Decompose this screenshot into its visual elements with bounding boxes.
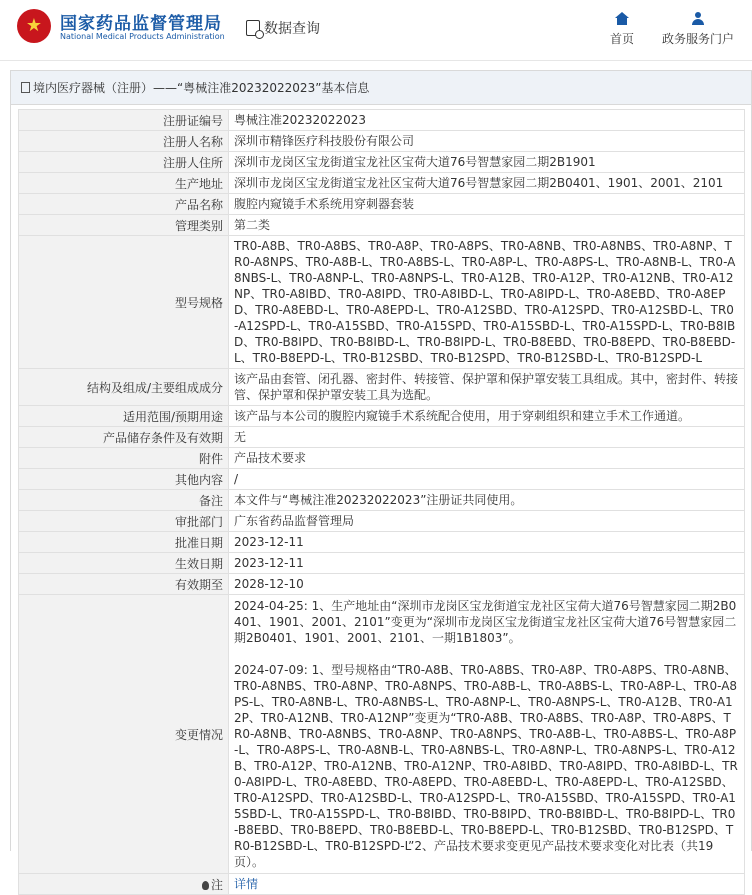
table-row — [19, 236, 745, 369]
info-table — [18, 109, 745, 895]
document-icon — [21, 82, 30, 93]
row-value: TR0-A8B、TR0-A8BS、TR0-A8P、TR0-A8PS、TR0-A8NB、TR0-A8NBS、TR0-A8NP、TR0-A8NPS、TR0-A8B-L、TR0-A8BS-L、TR0-A8P-L、TR0-A8PS-L、TR0-A8NB-L、TR0-A8NBS-L、TR0-A8NP-L、TR0-A8NPS-L、TR0-A12B、TR0-A12P、TR0-A12NB、TR0-A12NP、TR0-A8IBD、TR0-A8IPD、TR0-A8IBD-L、TR0-A8IPD-L、TR0-A8EBD、TR0-A8EPD、TR0-A8EBD-L、TR0-A8EPD-L、TR0-A12SBD、TR0-A12SPD、TR0-A12SBD-L、TR0-A12SPD-L、TR0-A15SBD、TR0-A15SPD、TR0-A15SBD-L、TR0-A15SPD-L、TR0-B8IBD、TR0-B8IPD、TR0-B8IBD-L、TR0-B8IPD-L、TR0-B8EBD、TR0-B8EPD、TR0-B8EBD-L、TR0-B8EPD-L、TR0-B12SBD、TR0-B12SPD、TR0-B12SBD-L、TR0-B12SPD-L — [229, 236, 745, 369]
table-row — [19, 215, 745, 236]
user-icon — [691, 12, 705, 26]
row-value: 第二类 — [229, 215, 745, 236]
row-label: 注册人住所 — [19, 152, 229, 173]
row-label-note — [19, 874, 229, 895]
row-value: 2023-12-11 — [229, 532, 745, 553]
row-value: 深圳市精锋医疗科技股份有限公司 — [229, 131, 745, 152]
table-row — [19, 427, 745, 448]
table-row — [19, 369, 745, 406]
info-panel — [10, 70, 752, 892]
note-label: 注 — [210, 877, 223, 892]
nav-service-portal-label: 政务服务门户 — [662, 32, 735, 46]
table-row — [19, 595, 745, 874]
row-value: 本文件与“粤械注准20232022023”注册证共同使用。 — [229, 490, 745, 511]
row-label: 批准日期 — [19, 532, 229, 553]
row-value: 深圳市龙岗区宝龙街道宝龙社区宝荷大道76号智慧家园二期2B1901 — [229, 152, 745, 173]
table-row — [19, 131, 745, 152]
change-entry: 2024-07-09: 1、型号规格由“TR0-A8B、TR0-A8BS、TR0-A8P、TR0-A8PS、TR0-A8NB、TR0-A8NBS、TR0-A8NP、TR0-A8NPS、TR0-A8B-L、TR0-A8BS-L、TR0-A8P-L、TR0-A8PS-L、TR0-A8NB-L、TR0-A8NBS-L、TR0-A8NP-L、TR0-A8NPS-L、TR0-A12B、TR0-A12P、TR0-A12NB、TR0-A12NP”变更为“TR0-A8B、TR0-A8BS、TR0-A8P、TR0-A8PS、TR0-A8NB、TR0-A8NBS、TR0-A8NP、TR0-A8NPS、TR0-A8B-L、TR0-A8BS-L、TR0-A8P-L、TR0-A8PS-L、TR0-A8NB-L、TR0-A8NBS-L、TR0-A8NP-L、TR0-A8NPS-L、TR0-A12B、TR0-A12P、TR0-A12NB、TR0-A12NP、TR0-A8IBD、TR0-A8IPD、TR0-A8IBD-L、TR0-A8IPD-L、TR0-A8EBD、TR0-A8EPD、TR0-A8EBD-L、TR0-A8EPD-L、TR0-A12SBD、TR0-A12SPD、TR0-A12SBD-L、TR0-A12SPD-L、TR0-A15SBD、TR0-A15SPD、TR0-A15SBD-L、TR0-A15SPD-L、TR0-B8IBD、TR0-B8IPD、TR0-B8IBD-L、TR0-B8IPD-L、TR0-B8EBD、TR0-B8EPD、TR0-B8EBD-L、TR0-B8EPD-L、TR0-B12SBD、TR0-B12SPD、TR0-B12SBD-L、TR0-B12SPD-L”2、产品技术要求变更见产品技术要求变化对比表（共19页）。 — [234, 663, 738, 869]
row-value: 该产品由套管、闭孔器、密封件、转接管、保护罩和保护罩安装工具组成。其中，密封件、转接管、保护罩和保护罩安装工具为选配。 — [229, 369, 745, 406]
row-value: 广东省药品监督管理局 — [229, 511, 745, 532]
panel-title: 境内医疗器械（注册）——“粤械注准20232022023”基本信息 — [33, 81, 370, 95]
table-row — [19, 173, 745, 194]
table-row — [19, 574, 745, 595]
data-query-label: 数据查询 — [264, 21, 320, 37]
site-header — [0, 0, 752, 61]
details-link[interactable]: 详情 — [234, 877, 259, 891]
table-row — [19, 511, 745, 532]
row-value: 粤械注准20232022023 — [229, 110, 745, 131]
nav-home[interactable] — [610, 12, 634, 47]
row-label: 产品名称 — [19, 194, 229, 215]
row-label: 其他内容 — [19, 469, 229, 490]
site-logo-subtitle[interactable]: National Medical Products Administration — [60, 32, 225, 41]
table-row — [19, 490, 745, 511]
table-row — [19, 448, 745, 469]
bulb-icon — [202, 881, 209, 890]
home-icon — [615, 12, 629, 26]
site-logo-title[interactable]: 国家药品监督管理局 — [60, 14, 222, 34]
table-row — [19, 553, 745, 574]
row-label: 注册人名称 — [19, 131, 229, 152]
row-label: 管理类别 — [19, 215, 229, 236]
table-row — [19, 406, 745, 427]
row-value: 无 — [229, 427, 745, 448]
row-label: 产品储存条件及有效期 — [19, 427, 229, 448]
row-label: 型号规格 — [19, 236, 229, 369]
change-entry: 2024-04-25: 1、生产地址由“深圳市龙岗区宝龙街道宝龙社区宝荷大道76号智慧家园二期2B0401、1901、2001、2101”变更为“深圳市龙岗区宝龙街道宝龙社区宝荷大道76号智慧家园二期2B0401、1901、2001、2101、一期1B1803”。 — [234, 599, 737, 645]
row-value: 产品技术要求 — [229, 448, 745, 469]
row-value: 腹腔内窥镜手术系统用穿刺器套装 — [229, 194, 745, 215]
row-label: 适用范围/预期用途 — [19, 406, 229, 427]
panel-header — [11, 71, 751, 105]
row-label: 注册证编号 — [19, 110, 229, 131]
table-row — [19, 194, 745, 215]
row-value: 2023-12-11 — [229, 553, 745, 574]
data-query-link[interactable] — [246, 18, 320, 38]
table-row — [19, 532, 745, 553]
row-value: / — [229, 469, 745, 490]
nav-home-label: 首页 — [610, 32, 635, 46]
table-row — [19, 152, 745, 173]
table-row — [19, 469, 745, 490]
national-emblem-icon[interactable]: ★ — [17, 9, 51, 43]
row-label: 生效日期 — [19, 553, 229, 574]
row-label: 生产地址 — [19, 173, 229, 194]
row-value — [229, 874, 745, 895]
row-label: 结构及组成/主要组成成分 — [19, 369, 229, 406]
table-row — [19, 110, 745, 131]
row-value: 深圳市龙岗区宝龙街道宝龙社区宝荷大道76号智慧家园二期2B0401、1901、2001、2101 — [229, 173, 745, 194]
table-row — [19, 874, 745, 895]
row-label: 变更情况 — [19, 595, 229, 874]
row-value: 该产品与本公司的腹腔内窥镜手术系统配合使用，用于穿刺组织和建立手术工作通道。 — [229, 406, 745, 427]
row-value: 2028-12-10 — [229, 574, 745, 595]
nav-service-portal[interactable] — [662, 12, 734, 47]
row-label: 附件 — [19, 448, 229, 469]
change-history — [229, 595, 745, 874]
row-label: 有效期至 — [19, 574, 229, 595]
search-icon — [246, 20, 260, 36]
row-label: 审批部门 — [19, 511, 229, 532]
row-label: 备注 — [19, 490, 229, 511]
